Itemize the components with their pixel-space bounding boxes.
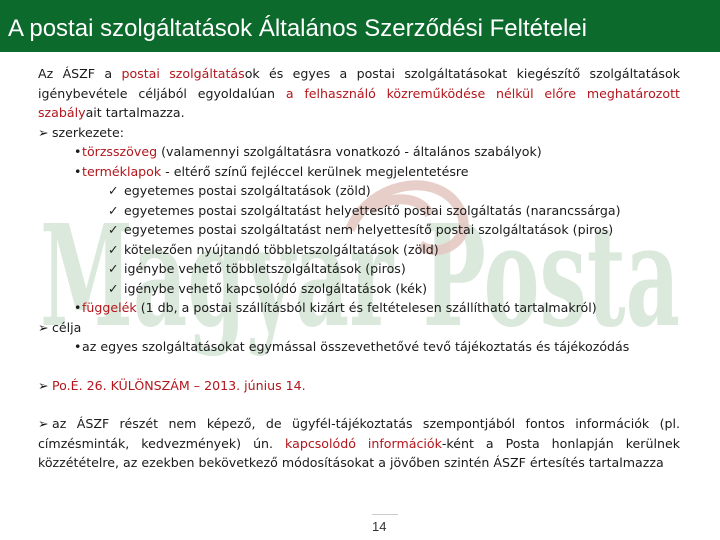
bullet-icon: • xyxy=(74,339,82,354)
structure-heading: ➢ szerkezete: xyxy=(38,123,680,143)
check-item: ✓ kötelezően nyújtandó többletszolgáltatások (zöld) xyxy=(108,240,680,260)
intro-paragraph: Az ÁSZF a postai szolgáltatások és egyes a postai szolgáltatásokat kiegészítő szolgáltatások igénybevétele céljából egyoldalúan a felhasználó közreműködése nélkül előre meghatározott szabályait tartalmazza. xyxy=(38,66,680,120)
list-item: •függelék (1 db, a postai szállításból kizárt és feltételesen szállítható tartalmakról) xyxy=(74,298,680,318)
purpose-heading: ➢ célja xyxy=(38,318,680,338)
checkmark-icon: ✓ xyxy=(108,261,119,276)
arrow-bullet-icon: ➢ xyxy=(38,377,49,393)
arrow-bullet-icon: ➢ xyxy=(38,416,49,431)
title-bar xyxy=(0,0,720,52)
checkmark-icon: ✓ xyxy=(108,222,119,237)
check-item: ✓ egyetemes postai szolgáltatást helyettesítő postai szolgáltatás (narancssárga) xyxy=(108,201,680,221)
list-item: •az egyes szolgáltatásokat egymással összevethetővé tevő tájékoztatás és tájékozódás xyxy=(74,337,680,357)
check-item: ✓ igénybe vehető többletszolgáltatások (piros) xyxy=(108,259,680,279)
check-item: ✓ egyetemes postai szolgáltatások (zöld) xyxy=(108,181,680,201)
note-paragraph: ➢ az ÁSZF részét nem képező, de ügyfél-tájékoztatás szempontjából fontos információk (pl. címzésminták, kedvezmények) ún. kapcsolódó információk-ként a Posta honlapján kerülnek közzétételre, az ezekben bekövetkező módosításokat a jövőben szintén ÁSZF értesítés tartalmazza xyxy=(38,416,680,470)
page-number: 14 xyxy=(372,519,387,534)
checkmark-icon: ✓ xyxy=(108,280,119,296)
footer-divider xyxy=(372,514,398,515)
check-item: ✓ igénybe vehető kapcsolódó szolgáltatások (kék) xyxy=(108,279,680,299)
arrow-bullet-icon: ➢ xyxy=(38,124,49,140)
checkmark-icon: ✓ xyxy=(108,183,119,198)
slide-title: A postai szolgáltatások Általános Szerződési Feltételei xyxy=(8,15,587,42)
bullet-icon: • xyxy=(74,144,82,159)
list-item: •terméklapok - eltérő színű fejléccel kerülnek megjelentetésre xyxy=(74,162,680,182)
reference-line: ➢ Po.É. 26. KÜLÖNSZÁM – 2013. június 14. xyxy=(38,376,680,396)
list-item: •törzsszöveg (valamennyi szolgáltatásra vonatkozó - általános szabályok) xyxy=(74,142,680,162)
bullet-icon: • xyxy=(74,300,82,315)
watermark-text: Magyar Posta xyxy=(40,195,680,359)
arrow-bullet-icon: ➢ xyxy=(38,319,49,335)
slide-body xyxy=(38,64,680,473)
checkmark-icon: ✓ xyxy=(108,202,119,218)
checkmark-icon: ✓ xyxy=(108,241,119,257)
check-item: ✓ egyetemes postai szolgáltatást nem helyettesítő postai szolgáltatások (piros) xyxy=(108,220,680,240)
bullet-icon: • xyxy=(74,163,82,179)
